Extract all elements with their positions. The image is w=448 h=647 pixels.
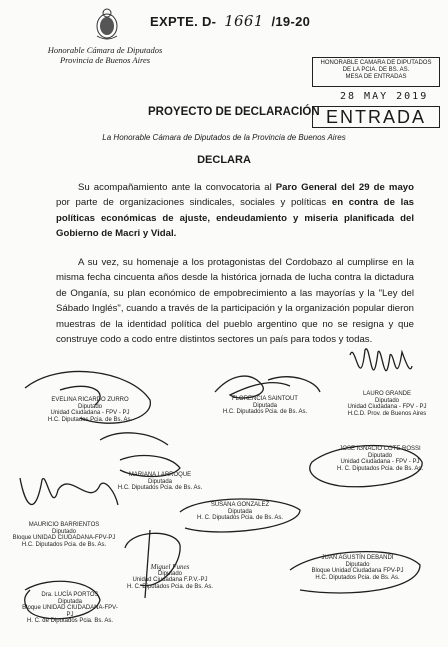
- expte-handwritten-number: 1661: [224, 12, 264, 30]
- declara-heading: DECLARA: [197, 154, 251, 166]
- chamber-line-1: Honorable Cámara de Diputados: [47, 45, 163, 55]
- signature-zurro: EVELINA RICARDO ZURRO Diputado Unidad Ciudadana - FPV - PJ H.C. Diputados Pcia. de Bs. As.: [47, 397, 133, 423]
- stamp-entrada-label: ENTRADA: [312, 106, 440, 128]
- stamp-date: 28 MAY 2019: [340, 91, 429, 102]
- signature-gonzalez: SUSANA GONZALEZ Diputada H. C. Diputados Pcia. de Bs. As.: [196, 502, 284, 521]
- stamp-line-1: HONORABLE CAMARA DE DIPUTADOS: [320, 60, 432, 66]
- signature-cote-rossi: JOSE IGNACIO COTE ROSSI Diputado Unidad Ciudadana - FPV - PJ H. C. Diputados Pcia. de Bs. As.: [336, 446, 424, 472]
- stamp-line-3: MESA DE ENTRADAS: [345, 74, 407, 80]
- signature-larroque: MARIANA LARROQUE Diputada H.C. Diputados Pcia. de Bs. As.: [117, 472, 203, 491]
- stamp-line-2: DE LA PCIA. DE BS. AS.: [342, 67, 410, 73]
- p1-bold-date: Paro General del 29 de mayo: [275, 182, 414, 193]
- signature-debandi: JUAN AGUSTÍN DEBANDI Diputado Bloque Unidad Ciudadana FPV-PJ H.C. Diputados Pcia. de Bs. As.: [311, 555, 404, 581]
- signature-barrientos: MAURICIO BARRIENTOS Diputado Bloque UNIDAD CIUDADANA-FPV-PJ H.C. Diputados Pcia. de Bs. As.: [12, 522, 116, 548]
- p1-text-a: Su acompañamiento ante la convocatoria al: [78, 182, 276, 193]
- chamber-line-2: Provincia de Buenos Aires: [59, 55, 151, 65]
- signature-funes: Miguel Funes Diputado Unidad Ciudadana F.P.V.-PJ H. C. Diputados Pcia. de Bs. As.: [126, 563, 214, 590]
- p2-text: A su vez, su homenaje a los protagonistas del Cordobazo al cumplirse en la misma fecha cincuenta años desde la histórica jornada de lucha contra la dictadura de Onganía, su plan económico de empobrecimiento a las mayorías y la "Ley del Sábado Inglés", cuando a través de la participación y la organización popular dieron muestras de la identidad política del pueblo argentino que no se resigna y que construye codo a codo entre distintos sectores un país para todos y todas.: [56, 257, 414, 346]
- signature-grande: LAURO GRANDE Diputado Unidad Ciudadana - FPV - PJ H.C.D. Prov. de Buenos Aires: [347, 391, 427, 417]
- expte-suffix: /19-20: [271, 14, 311, 29]
- p1-bold-policies: en contra de las políticas económicas de ajuste, endeudamiento y miseria planificada del Gobierno de Macri y Vidal.: [56, 197, 414, 240]
- document-subtitle: La Honorable Cámara de Diputados de la Provincia de Buenos Aires: [102, 133, 346, 142]
- document-title: PROYECTO DE DECLARACIÓN: [148, 106, 320, 118]
- p1-text-c: por parte de organizaciones sindicales, sociales y políticas: [56, 197, 332, 209]
- expte-prefix: EXPTE. D-: [150, 14, 217, 29]
- signature-portos: Dra. LUCÍA PORTOS Diputada Bloque UNIDAD CIUDADANA-FPV-PJ H. C. de Diputados Pcia. Bs. As.: [22, 592, 118, 624]
- signature-saintout: FLORENCIA SAINTOUT Diputada H.C. Diputados Pcia. de Bs. As.: [222, 396, 308, 415]
